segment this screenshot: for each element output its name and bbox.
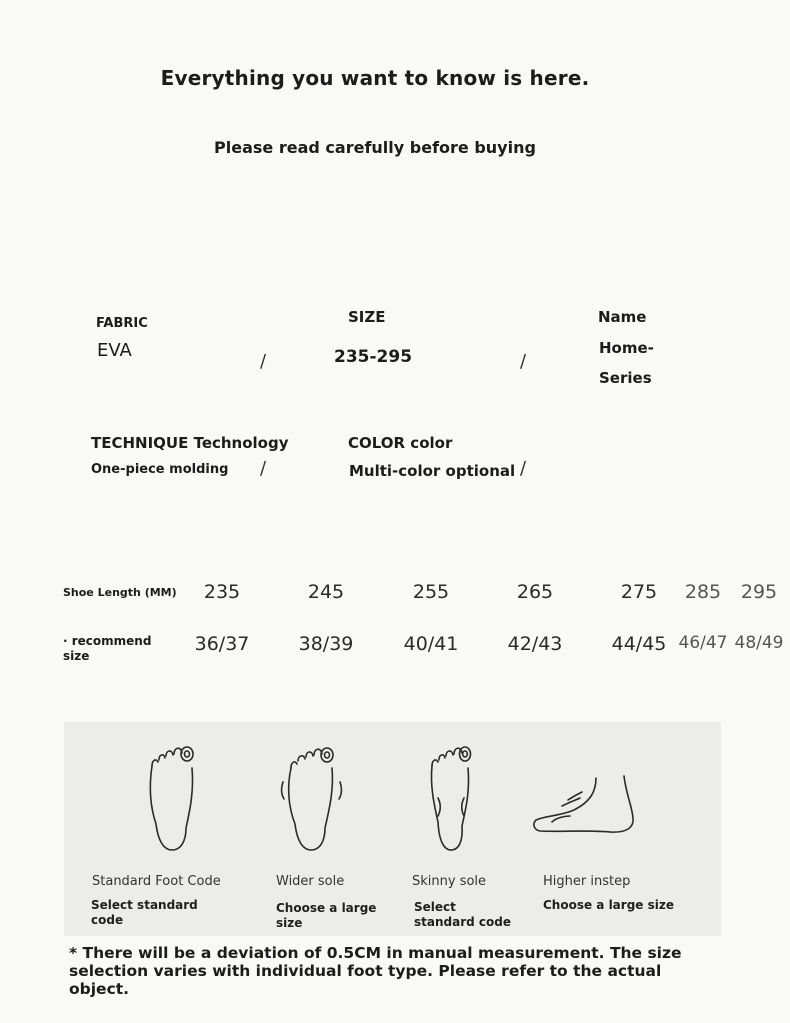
size-value: 235-295 <box>334 347 413 367</box>
size-cell: 38/39 <box>298 633 354 655</box>
fabric-label: FABRIC <box>96 316 148 331</box>
foot-type-desc: Select standard code <box>414 900 511 929</box>
foot-type-desc: Choose a large size <box>276 901 377 930</box>
foot-type-title: Wider sole <box>276 874 345 889</box>
length-cell: 285 <box>684 581 722 603</box>
skinny-foot-icon <box>424 746 484 854</box>
foot-type-title: Standard Foot Code <box>92 874 221 889</box>
name-value-line2: Series <box>599 369 652 387</box>
foot-type-title: Skinny sole <box>412 874 487 889</box>
technique-value: One-piece molding <box>91 462 229 477</box>
size-cell: 42/43 <box>507 633 563 655</box>
size-cell: 44/45 <box>611 633 667 655</box>
fabric-value: EVA <box>97 340 132 361</box>
foot-type-desc: Select standard code <box>91 898 198 927</box>
page-title: Everything you want to know is here. <box>160 66 590 90</box>
technique-label: TECHNIQUE Technology <box>91 434 289 452</box>
color-label: COLOR color <box>348 434 453 452</box>
length-cell: 265 <box>516 581 554 603</box>
page-subtitle: Please read carefully before buying <box>214 138 536 157</box>
foot-type-desc: Choose a large size <box>543 898 674 912</box>
shoe-length-label: Shoe Length (MM) <box>63 586 177 599</box>
size-cell: 46/47 <box>678 633 728 653</box>
size-label: SIZE <box>348 308 386 326</box>
foot-type-panel <box>64 722 721 936</box>
wide-foot-icon <box>278 746 348 854</box>
color-value: Multi-color optional <box>349 462 516 480</box>
length-cell: 275 <box>620 581 658 603</box>
name-label: Name <box>598 308 647 326</box>
size-cell: 40/41 <box>403 633 459 655</box>
foot-type-title: Higher instep <box>543 874 631 889</box>
separator: / <box>260 458 267 479</box>
standard-foot-icon <box>144 746 204 854</box>
size-cell: 36/37 <box>194 633 250 655</box>
length-cell: 245 <box>307 581 345 603</box>
length-cell: 235 <box>203 581 241 603</box>
size-cell: 48/49 <box>734 633 784 653</box>
measurement-note: * There will be a deviation of 0.5CM in manual measurement. The size selection varies with individual foot type. Please refer to the actual object. <box>69 944 682 998</box>
length-cell: 255 <box>412 581 450 603</box>
length-cell: 295 <box>740 581 778 603</box>
separator: / <box>520 458 527 479</box>
high-instep-foot-icon <box>530 772 640 838</box>
separator: / <box>520 351 527 372</box>
name-value-line1: Home- <box>599 339 654 357</box>
recommend-size-label: · recommend size <box>63 634 152 663</box>
separator: / <box>260 351 267 372</box>
